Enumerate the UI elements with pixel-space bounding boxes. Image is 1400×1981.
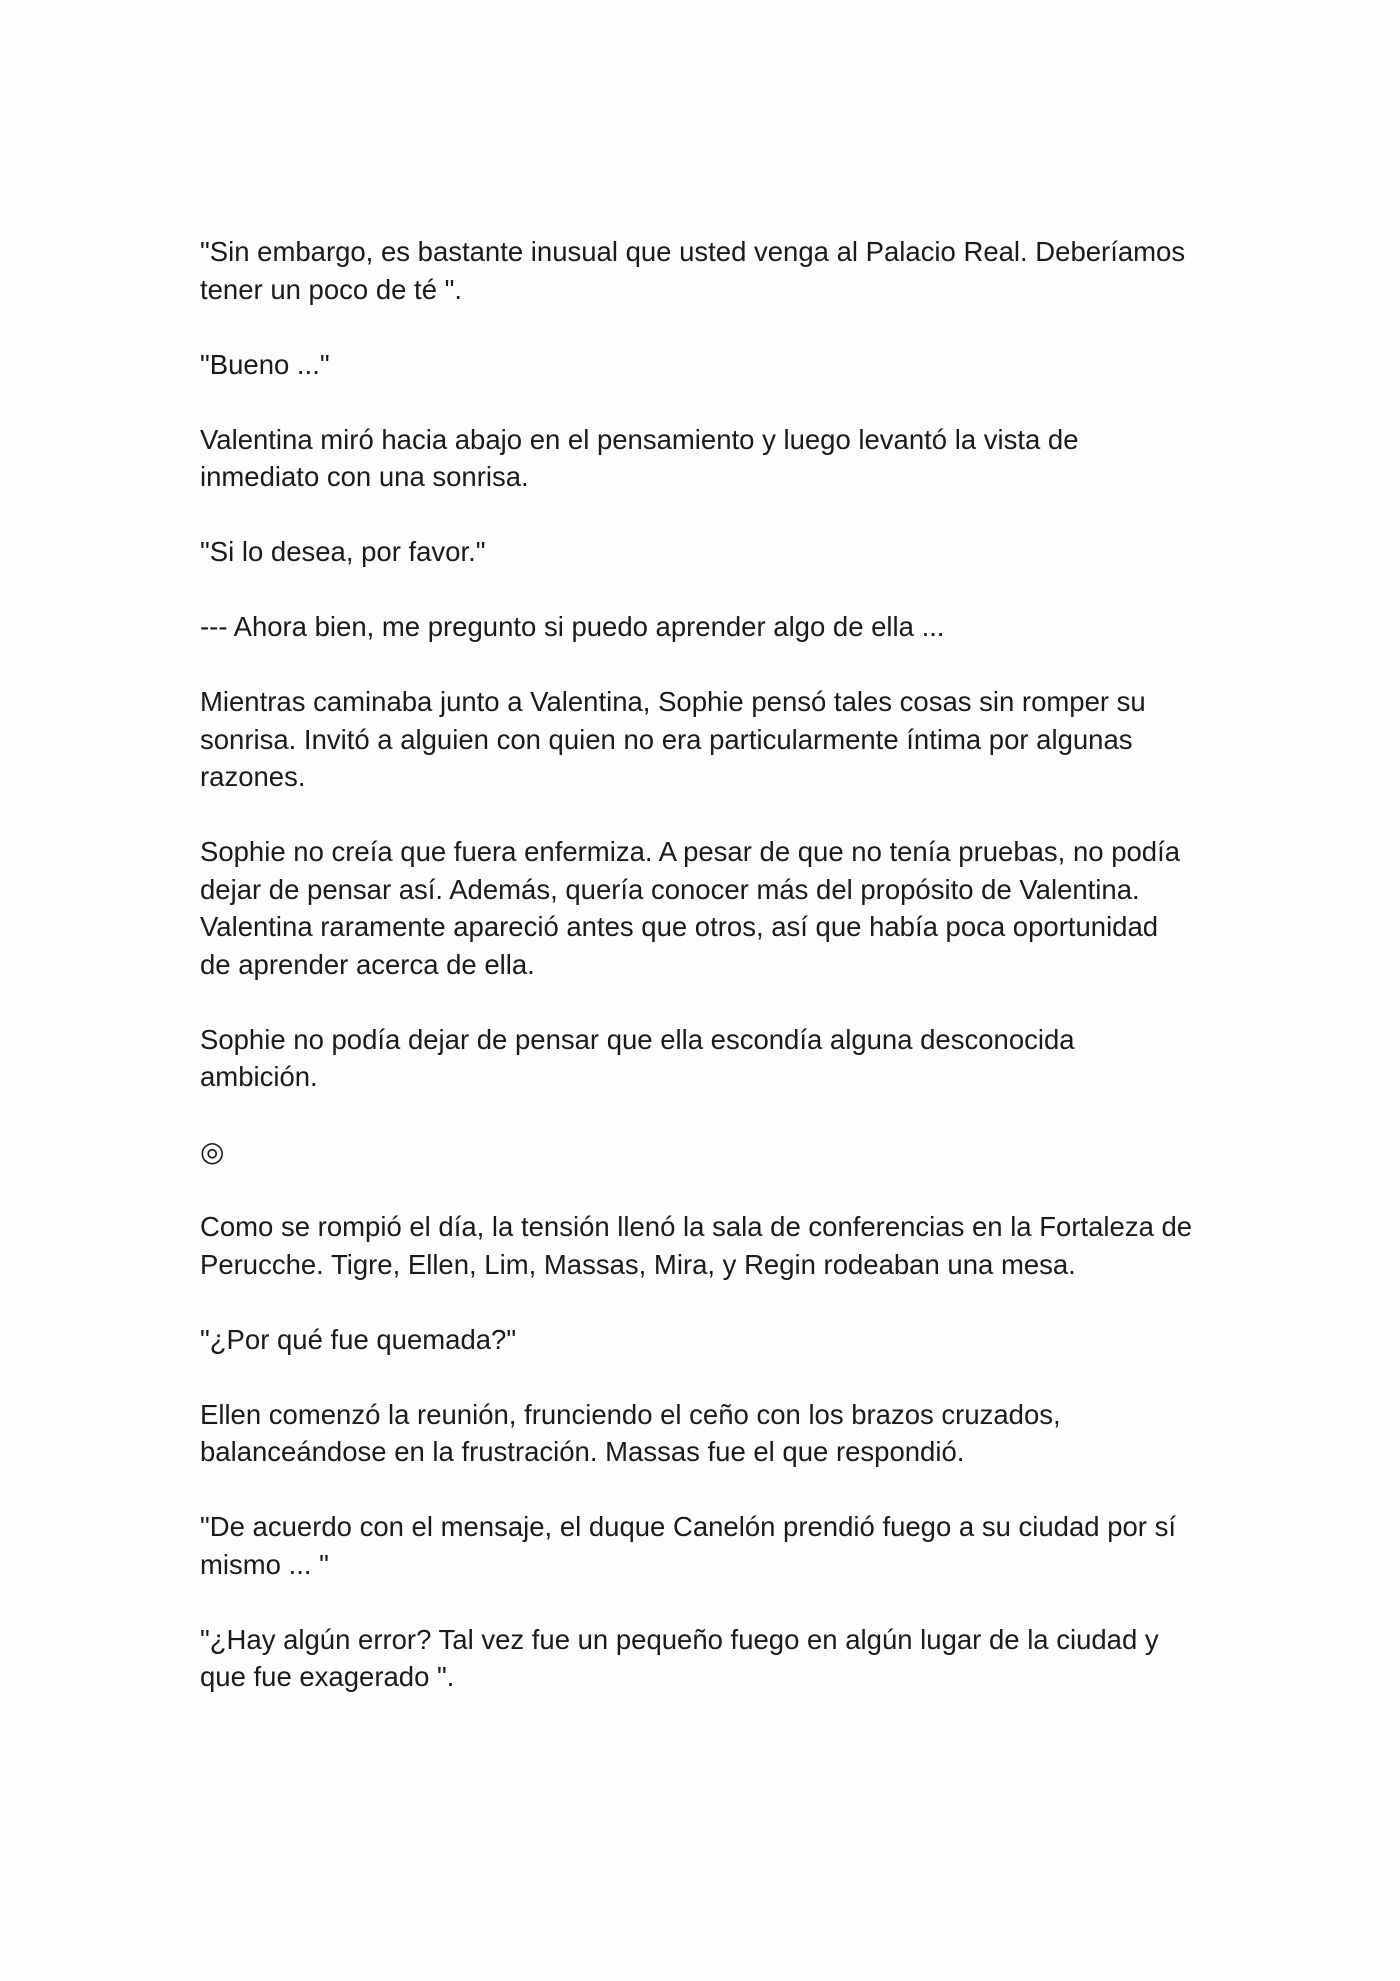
text-line: razones. (200, 761, 306, 792)
text-line: de aprender acerca de ella. (200, 948, 535, 980)
paragraph (200, 1021, 1200, 1096)
text-line: balanceándose en la frustración. Massas fue el que respondió. (200, 1436, 965, 1467)
paragraph (200, 1208, 1200, 1283)
paragraph (200, 233, 1200, 308)
paragraph (200, 833, 1200, 983)
text-line: Sophie no podía dejar de pensar que ella escondía alguna desconocida (200, 1023, 1075, 1055)
text-line: --- Ahora bien, me pregunto si puedo aprender algo de ella ... (200, 611, 945, 642)
paragraph (200, 533, 1200, 571)
text-line: Como se rompió el día, la tensión llenó la sala de conferencias en la Fortaleza de (200, 1211, 1193, 1242)
scene-break-symbol: ◎ (200, 1135, 225, 1168)
paragraph (200, 1621, 1200, 1696)
text-line: "De acuerdo con el mensaje, el duque Canelón prendió fuego a su ciudad por sí (200, 1511, 1176, 1542)
text-line: Sophie no creía que fuera enfermiza. A pesar de que no tenía pruebas, no podía (200, 836, 1181, 867)
text-line: que fue exagerado ". (200, 1661, 455, 1692)
paragraph (200, 346, 1200, 384)
text-line: Valentina miró hacia abajo en el pensamiento y luego levantó la vista de (200, 423, 1079, 455)
text-line: "Si lo desea, por favor." (200, 536, 486, 567)
paragraph (200, 1321, 1200, 1359)
text-line: Mientras caminaba junto a Valentina, Sophie pensó tales cosas sin romper su (200, 686, 1146, 717)
document-body (200, 233, 1200, 1696)
paragraph (200, 421, 1200, 496)
text-line: Ellen comenzó la reunión, frunciendo el ceño con los brazos cruzados, (200, 1398, 1061, 1430)
paragraph (200, 683, 1200, 796)
text-line: sonrisa. Invitó a alguien con quien no era particularmente íntima por algunas (200, 723, 1133, 755)
text-line: "¿Hay algún error? Tal vez fue un pequeño fuego en algún lugar de la ciudad y (200, 1623, 1159, 1655)
text-line: dejar de pensar así. Además, quería conocer más del propósito de Valentina. (200, 873, 1140, 905)
text-line: Perucche. Tigre, Ellen, Lim, Massas, Mira, y Regin rodeaban una mesa. (200, 1248, 1076, 1280)
text-line: "Bueno ..." (200, 348, 330, 380)
text-line: Valentina raramente apareció antes que otros, así que había poca oportunidad (200, 911, 1159, 942)
text-line: "Sin embargo, es bastante inusual que usted venga al Palacio Real. Deberíamos (200, 236, 1186, 267)
text-line: inmediato con una sonrisa. (200, 461, 529, 492)
paragraph (200, 1508, 1200, 1583)
text-line: tener un poco de té ". (200, 273, 463, 305)
text-line: ambición. (200, 1061, 318, 1092)
paragraph (200, 1396, 1200, 1471)
text-line: mismo ... " (200, 1548, 329, 1580)
paragraph (200, 608, 1200, 646)
text-line: "¿Por qué fue quemada?" (200, 1323, 517, 1355)
scene-break-separator (200, 1133, 1200, 1171)
